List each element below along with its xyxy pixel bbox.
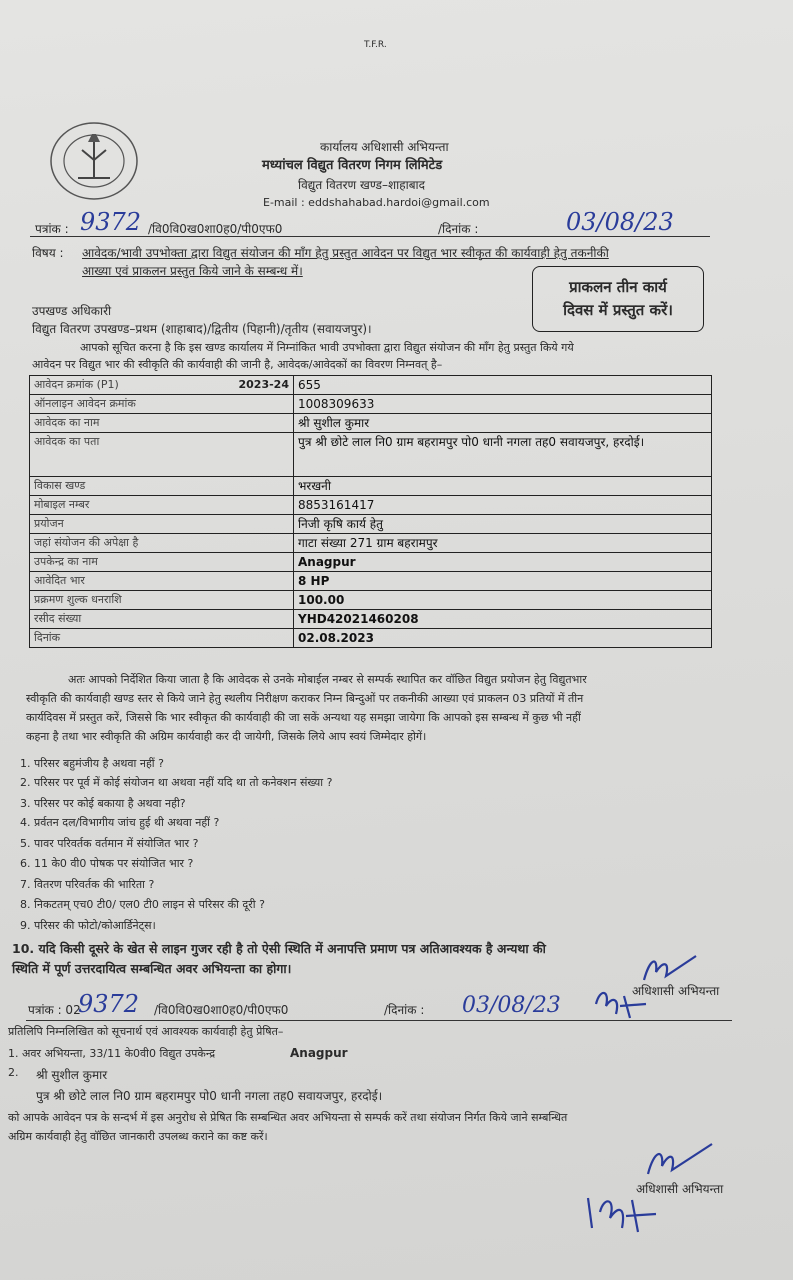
table-cell-value: भरखनी: [294, 477, 712, 496]
divider: [30, 236, 710, 237]
intro-line-2: आवेदन पर विद्युत भार की स्वीकृति की कार्यवाही की जानी है, आवेदक/आवेदकों का विवरण निम्नवत् है–: [32, 358, 443, 371]
point-item: 3. परिसर पर कोई बकाया है अथवा नही?: [20, 797, 186, 810]
table-cell-label: उपकेन्द्र का नाम: [30, 553, 294, 572]
point-item: 8. निकटतम् एच0 टी0/ एल0 टी0 लाइन से परिसर की दूरी ?: [20, 898, 265, 911]
instruction-line-3: कार्यदिवस में प्रस्तुत करें, जिससे कि भार स्वीकृत की कार्यवाही की जा सकें अन्यथा यह समझा जायेगा कि आपको इस सम्बन्ध में कुछ भी नहीं: [26, 711, 581, 724]
intro-line-1: आपको सूचित करना है कि इस खण्ड कार्यालय में निम्नांकित भावी उपभोक्ता द्वारा विद्युत संयोजन की माँग हेतु प्रस्तुत किये गये: [80, 341, 574, 354]
table-cell-label: [30, 376, 294, 395]
table-row: [30, 496, 712, 515]
table-cell-label: विकास खण्ड: [30, 477, 294, 496]
table-cell-value: Anagpur: [294, 553, 712, 572]
point-item: 2. परिसर पर पूर्व में कोई संयोजन था अथवा नहीं यदि था तो कनेक्शन संख्या ?: [20, 776, 333, 789]
stamp-line-2: दिवस में प्रस्तुत करें।: [563, 301, 673, 319]
copy-heading: प्रतिलिपि निम्नलिखित को सूचनार्थ एवं आवश्यक कार्यवाही हेतु प्रेषित–: [8, 1025, 284, 1038]
table-row: [30, 553, 712, 572]
table-cell-value: गाटा संख्या 271 ग्राम बहरामपुर: [294, 534, 712, 553]
closing-line-2: अग्रिम कार्यवाही हेतु वॉछित जानकारी उपलब्ध कराने का कष्ट करें।: [8, 1130, 268, 1143]
copy-item-2-name: श्री सुशील कुमार: [36, 1068, 108, 1082]
point-item: 5. पावर परिवर्तक वर्तमान में संयोजित भार ?: [20, 837, 199, 850]
company-name: मध्यांचल विद्युत वितरण निगम लिमिटेड: [262, 158, 443, 173]
stamp-line-1: प्राकलन तीन कार्य: [569, 278, 667, 296]
instruction-line-1: अतः आपको निर्देशित किया जाता है कि आवेदक से उनके मोबाईल नम्बर से सम्पर्क स्थापित कर वॉछित विद्युत प्रयोजन हेतु विद्युतभार: [68, 673, 587, 686]
office-title: कार्यालय अधिशासी अभियन्ता: [320, 140, 449, 154]
copy-item-2-no: 2.: [8, 1066, 19, 1079]
signatory-title: अधिशासी अभियन्ता: [636, 1182, 724, 1196]
point-item: 4. प्रर्वतन दल/विभागीय जांच हुई थी अथवा नहीं ?: [20, 816, 220, 829]
point-item: 9. परिसर की फोटो/कोआर्डिनेट्स।: [20, 919, 156, 932]
instruction-line-2: स्वीकृति की कार्यवाही खण्ड स्तर से किये जाने हेतु स्थलीय निरीक्षण कराकर निम्न बिन्दुओं पर तकनीकी आख्या एवं प्राकलन 03 प्रतियों में तीन: [26, 692, 584, 705]
initials-mark-icon: [590, 984, 656, 1024]
initials-mark-icon: [582, 1188, 662, 1238]
copy-item-1: 1. अवर अभियन्ता, 33/11 के0वी0 विद्युत उपकेन्द्र: [8, 1047, 216, 1060]
copy-item-1-place: Anagpur: [290, 1046, 348, 1060]
table-cell-value: पुत्र श्री छोटे लाल नि0 ग्राम बहरामपुर पो0 धानी नगला तह0 सवायजपुर, हरदोई।: [294, 433, 712, 477]
table-cell-value: निजी कृषि कार्य हेतु: [294, 515, 712, 534]
table-cell-value: YHD42021460208: [294, 610, 712, 629]
table-cell-value: 02.08.2023: [294, 629, 712, 648]
table-cell-label: दिनांक: [30, 629, 294, 648]
app-no-year: 2023-24: [238, 378, 289, 391]
table-cell-value: श्री सुशील कुमार: [294, 414, 712, 433]
table-row: [30, 414, 712, 433]
point-item: 1. परिसर बहुमंजीय है अथवा नहीं ?: [20, 757, 164, 770]
signatory-title: अधिशासी अभियन्ता: [632, 984, 720, 998]
table-cell-label: प्रयोजन: [30, 515, 294, 534]
subject-line-2: आख्या एवं प्राकलन प्रस्तुत किये जाने के सम्बन्ध में।: [82, 264, 303, 278]
ref-date: 03/08/23: [566, 208, 674, 236]
table-cell-label: आवेदित भार: [30, 572, 294, 591]
point-10-line-1: 10. यदि किसी दूसरे के खेत से लाइन गुजर रही है तो ऐसी स्थिति में अनापत्ति प्रमाण पत्र अतिआवश्यक है अन्यथा की: [12, 941, 546, 956]
deadline-stamp: [532, 266, 704, 332]
ref-suffix: /वि0वि0ख0शा0ह0/पी0एफ0: [148, 222, 283, 236]
table-cell-label: ऑनलाइन आवेदन क्रमांक: [30, 395, 294, 414]
instruction-line-4: कहना है तथा भार स्वीकृति की अग्रिम कार्यवाही कर दी जायेगी, जिसके लिये आप स्वयं जिम्मेदार होगें।: [26, 730, 427, 743]
top-mark: T.F.R.: [364, 40, 387, 50]
table-row: [30, 629, 712, 648]
table-row: [30, 572, 712, 591]
table-row: [30, 395, 712, 414]
addressee-line-1: उपखण्ड अधिकारी: [32, 304, 112, 318]
table-cell-value: 8 HP: [294, 572, 712, 591]
ref2-number: 9372: [78, 990, 140, 1018]
signature-mark-icon: [640, 1140, 720, 1184]
table-row: [30, 591, 712, 610]
table-row: [30, 515, 712, 534]
closing-line-1: को आपके आवेदन पत्र के सन्दर्भ में इस अनुरोध से प्रेषित कि सम्बन्धित अवर अभियन्ता से सम्पर्क करें तथा संयोजन निर्गत किये जाने सम्बन्धित: [8, 1111, 568, 1124]
table-cell-label: आवेदक का नाम: [30, 414, 294, 433]
point-10-line-2: स्थिति में पूर्ण उत्तरदायित्व सम्बन्धित अवर अभियन्ता का होगा।: [12, 961, 292, 976]
divider: [26, 1020, 732, 1021]
table-cell-value: 100.00: [294, 591, 712, 610]
table-row: [30, 610, 712, 629]
ref2-suffix: /वि0वि0ख0शा0ह0/पी0एफ0: [154, 1003, 289, 1017]
ref2-date: 03/08/23: [462, 993, 561, 1018]
copy-item-2-address: पुत्र श्री छोटे लाल नि0 ग्राम बहरामपुर पो0 धानी नगला तह0 सवायजपुर, हरदोई।: [36, 1089, 383, 1103]
ref-prefix: पत्रांक :: [35, 222, 69, 236]
table-row: [30, 433, 712, 477]
subject-line-1: आवेदक/भावी उपभोक्ता द्वारा विद्युत संयोजन की माँग हेतु प्रस्तुत आवेदन पर विद्युत भार स्वीकृत की कार्यवाही हेतु तकनीकी: [82, 246, 609, 260]
ref2-date-label: /दिनांक :: [384, 1003, 425, 1017]
table-cell-label: आवेदक का पता: [30, 433, 294, 477]
subject-label: विषय :: [32, 246, 64, 260]
email-line: E-mail : eddshahabad.hardoi@gmail.com: [263, 196, 490, 209]
table-cell-label: मोबाइल नम्बर: [30, 496, 294, 515]
table-row: [30, 534, 712, 553]
point-item: 7. वितरण परिवर्तक की भारिता ?: [20, 878, 155, 891]
ref2-prefix: पत्रांक : 02: [28, 1003, 81, 1017]
table-row: [30, 477, 712, 496]
table-cell-label: प्रक्रमण शुल्क धनराशि: [30, 591, 294, 610]
table-cell-label: रसीद संख्या: [30, 610, 294, 629]
division-name: विद्युत वितरण खण्ड–शाहाबाद: [298, 178, 426, 192]
point-item: 6. 11 के0 वी0 पोषक पर संयोजित भार ?: [20, 857, 194, 870]
company-logo-icon: [48, 120, 140, 202]
app-no-value: 655: [294, 376, 712, 395]
table-cell-value: 8853161417: [294, 496, 712, 515]
ref-number: 9372: [80, 208, 142, 236]
ref-date-label: /दिनांक :: [438, 222, 479, 236]
table-cell-label: जहां संयोजन की अपेक्षा है: [30, 534, 294, 553]
addressee-line-2: विद्युत वितरण उपखण्ड–प्रथम (शाहाबाद)/द्वितीय (पिहानी)/तृतीय (सवायजपुर)।: [32, 322, 372, 336]
app-no-label: आवेदन क्रमांक (P1): [34, 378, 119, 391]
table-row: [30, 376, 712, 395]
applicant-details-table: [29, 375, 712, 648]
table-cell-value: 1008309633: [294, 395, 712, 414]
